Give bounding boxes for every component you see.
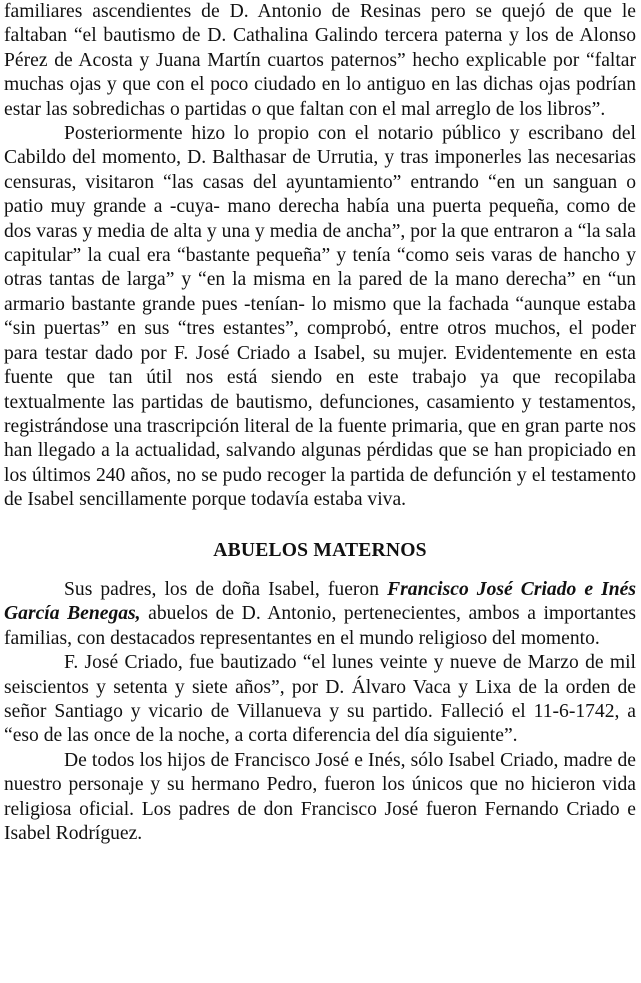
- paragraph-sus-padres-intro: Sus padres, los de doña Isabel, fueron: [64, 578, 388, 600]
- paragraph-jose-criado: F. José Criado, fue bautizado “el lunes veinte y nueve de Marzo de mil seiscientos y setenta y siete años”, por D. Álvaro Vaca y Lixa de la orden de señor Santiago y vicario de Villanueva y su partido. Falleció el 11-6-1742, a “eso de las once de la noche, a corta diferencia del día siguiente”.: [4, 652, 636, 747]
- document-page: [4, 0, 636, 846]
- paragraph-hijos: De todos los hijos de Francisco José e Inés, sólo Isabel Criado, madre de nuestro personaje y su hermano Pedro, fueron los únicos que no hicieron vida religiosa oficial. Los padres de don Francisco José fueron Fernando Criado e Isabel Rodríguez.: [4, 749, 636, 844]
- paragraph-posteriormente: Posteriormente hizo lo propio con el notario público y escribano del Cabildo del momento, D. Balthasar de Urrutia, y tras imponerles las necesarias censuras, visitaron “las casas del ayuntamiento” entrando “en un sanguan o patio muy grande a -cuya- mano derecha había una puerta pequeña, como de dos varas y media de alta y una y media de ancha”, por la que entraron a “la sala capitular” la cual era “bastante pequeña” y tenía “como seis varas de hancho y otras tantas de larga” y “en la misma en la pared de la mano derecha” en “un armario bastante grande pues -tenían- lo mismo que la fachada “aunque estaba “sin puertas” en sus “tres estantes”, comprobó, entre otros muchos, el poder para testar dado por F. José Criado a Isabel, su mujer. Evidentemente en esta fuente que tan útil nos está siendo en este trabajo ya que recopilaba textualmente las partidas de bautismo, defunciones, casamiento y testamentos, registrándose una trascripción literal de la fuente primaria, que en gran parte nos han llegado a la actualidad, salvando algunas pérdidas que se han propiciado en los últimos 240 años, no se pudo recoger la partida de defunción y el testamento de Isabel sencillamente porque todavía estaba viva.: [4, 123, 636, 511]
- paragraph-continuation: familiares ascendientes de D. Antonio de Resinas pero se quejó de que le faltaban “el bautismo de D. Cathalina Galindo tercera paterna y los de Alonso Pérez de Acosta y Juana Martín cuartos paternos” hecho explicable por “faltar muchas ojas y que con el poco ciudado en lo antiguo en las dichas ojas podrían estar las sobredichas o partidas o que faltan con el mal arreglo de los libros”.: [4, 1, 636, 120]
- section-heading: ABUELOS MATERNOS: [213, 539, 427, 561]
- paragraph-sus-padres-rest: abuelos de D. Antonio, pertenecientes, ambos a importantes familias, con destacados representantes en el mundo religioso del momento.: [4, 603, 636, 649]
- grandparents-names: Francisco José Criado e Inés García Benegas,: [4, 578, 636, 625]
- paragraph-sus-padres: [4, 578, 636, 651]
